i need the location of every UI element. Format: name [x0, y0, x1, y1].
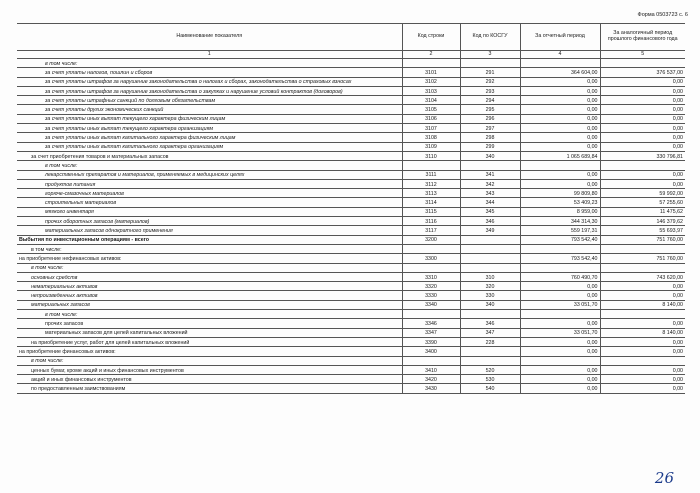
row-current-value-cell: 0,00 [520, 96, 600, 105]
row-current-value-cell [520, 59, 600, 68]
row-kosgu-cell: 530 [460, 375, 520, 384]
row-name-cell: на приобретение финансовых активов: [17, 347, 402, 356]
handwritten-page-number: 26 [654, 469, 674, 487]
table-row [17, 114, 685, 123]
row-line-code-cell [402, 263, 460, 272]
header-current-period: За отчетный период [520, 24, 600, 51]
table-row [17, 105, 685, 114]
row-current-value-cell: 559 197,31 [520, 226, 600, 235]
table-row [17, 375, 685, 384]
row-kosgu-cell: 344 [460, 198, 520, 207]
row-name-cell: нематериальных активов [17, 282, 402, 291]
row-current-value-cell: 0,00 [520, 319, 600, 328]
row-name-cell: горюче-смазочных материалов [17, 189, 402, 198]
table-row [17, 347, 685, 356]
row-prior-value-cell: 0,00 [600, 96, 685, 105]
row-current-value-cell: 0,00 [520, 384, 600, 393]
row-line-code-cell [402, 310, 460, 319]
row-current-value-cell: 760 490,70 [520, 272, 600, 281]
row-kosgu-cell: 345 [460, 207, 520, 216]
row-name-cell: в том числе: [17, 59, 402, 68]
row-name-cell: строительных материалов [17, 198, 402, 207]
row-kosgu-cell: 291 [460, 68, 520, 77]
row-kosgu-cell: 520 [460, 365, 520, 374]
row-kosgu-cell: 540 [460, 384, 520, 393]
table-row [17, 328, 685, 337]
row-current-value-cell: 1 065 689,84 [520, 151, 600, 160]
row-prior-value-cell: 0,00 [600, 133, 685, 142]
row-name-cell: за счет уплаты иных выплат капитального характера физическим лицам [17, 133, 402, 142]
row-kosgu-cell: 292 [460, 77, 520, 86]
column-number: 3 [460, 51, 520, 59]
row-current-value-cell: 99 809,80 [520, 189, 600, 198]
row-name-cell: ценных бумаг, кроме акций и иных финансовых инструментов [17, 365, 402, 374]
row-prior-value-cell [600, 356, 685, 365]
row-current-value-cell: 0,00 [520, 133, 600, 142]
row-kosgu-cell: 310 [460, 272, 520, 281]
table-row [17, 124, 685, 133]
row-prior-value-cell: 743 620,00 [600, 272, 685, 281]
row-name-cell: за счет уплаты иных выплат капитального характера организациям [17, 142, 402, 151]
row-prior-value-cell [600, 161, 685, 170]
row-kosgu-cell: 299 [460, 142, 520, 151]
row-current-value-cell: 793 542,40 [520, 235, 600, 244]
table-row [17, 365, 685, 374]
row-kosgu-cell: 346 [460, 319, 520, 328]
row-line-code-cell: 3115 [402, 207, 460, 216]
row-current-value-cell: 0,00 [520, 124, 600, 133]
row-kosgu-cell [460, 347, 520, 356]
row-name-cell: материальных запасов однократного применения [17, 226, 402, 235]
row-name-cell: прочих запасов [17, 319, 402, 328]
row-prior-value-cell: 8 140,00 [600, 328, 685, 337]
row-line-code-cell: 3116 [402, 217, 460, 226]
row-name-cell: в том числе: [17, 310, 402, 319]
row-kosgu-cell: 295 [460, 105, 520, 114]
table-row [17, 207, 685, 216]
row-line-code-cell: 3104 [402, 96, 460, 105]
row-line-code-cell: 3101 [402, 68, 460, 77]
row-current-value-cell [520, 310, 600, 319]
row-line-code-cell: 3320 [402, 282, 460, 291]
row-kosgu-cell: 297 [460, 124, 520, 133]
table-row [17, 161, 685, 170]
row-prior-value-cell: 0,00 [600, 124, 685, 133]
row-current-value-cell: 53 409,23 [520, 198, 600, 207]
row-name-cell: на приобретение услуг, работ для целей капитальных вложений [17, 337, 402, 346]
table-row [17, 142, 685, 151]
column-number: 2 [402, 51, 460, 59]
row-name-cell: продуктов питания [17, 179, 402, 188]
row-prior-value-cell: 0,00 [600, 375, 685, 384]
row-line-code-cell: 3430 [402, 384, 460, 393]
row-line-code-cell: 3400 [402, 347, 460, 356]
row-prior-value-cell: 0,00 [600, 77, 685, 86]
row-prior-value-cell [600, 244, 685, 253]
row-kosgu-cell: 296 [460, 114, 520, 123]
row-kosgu-cell [460, 244, 520, 253]
row-current-value-cell: 0,00 [520, 105, 600, 114]
row-prior-value-cell: 751 760,00 [600, 254, 685, 263]
row-prior-value-cell: 0,00 [600, 337, 685, 346]
table-row [17, 68, 685, 77]
table-row [17, 151, 685, 160]
row-name-cell: в том числе: [17, 244, 402, 253]
row-kosgu-cell [460, 263, 520, 272]
table-row [17, 263, 685, 272]
column-number: 4 [520, 51, 600, 59]
column-number: 5 [600, 51, 685, 59]
table-row [17, 77, 685, 86]
row-current-value-cell: 8 959,00 [520, 207, 600, 216]
row-kosgu-cell: 228 [460, 337, 520, 346]
row-line-code-cell: 3410 [402, 365, 460, 374]
row-name-cell: материальных запасов для целей капитальных вложений [17, 328, 402, 337]
row-name-cell: мягкого инвентаря [17, 207, 402, 216]
header-kosgu-code: Код по КОСГУ [460, 24, 520, 51]
table-row [17, 272, 685, 281]
row-line-code-cell: 3330 [402, 291, 460, 300]
row-name-cell: непроизведенных активов [17, 291, 402, 300]
row-line-code-cell: 3107 [402, 124, 460, 133]
column-number-row [17, 51, 685, 59]
row-line-code-cell: 3109 [402, 142, 460, 151]
table-row [17, 384, 685, 393]
row-prior-value-cell: 0,00 [600, 105, 685, 114]
row-prior-value-cell: 0,00 [600, 291, 685, 300]
table-row [17, 189, 685, 198]
row-line-code-cell: 3346 [402, 319, 460, 328]
row-prior-value-cell [600, 263, 685, 272]
row-name-cell: материальных запасов [17, 300, 402, 309]
row-name-cell: лекарственных препаратов и материалов, применяемых в медицинских целях [17, 170, 402, 179]
table-row [17, 291, 685, 300]
row-kosgu-cell: 294 [460, 96, 520, 105]
row-line-code-cell: 3390 [402, 337, 460, 346]
table-row [17, 310, 685, 319]
row-prior-value-cell: 0,00 [600, 170, 685, 179]
row-line-code-cell [402, 59, 460, 68]
row-line-code-cell: 3105 [402, 105, 460, 114]
table-row [17, 59, 685, 68]
row-current-value-cell: 0,00 [520, 170, 600, 179]
row-kosgu-cell: 340 [460, 300, 520, 309]
row-name-cell: по предоставленным заимствованиям [17, 384, 402, 393]
row-prior-value-cell: 57 255,60 [600, 198, 685, 207]
row-kosgu-cell [460, 254, 520, 263]
row-name-cell: за счет приобретения товаров и материальных запасов [17, 151, 402, 160]
table-row [17, 254, 685, 263]
row-line-code-cell: 3110 [402, 151, 460, 160]
table-row [17, 170, 685, 179]
row-line-code-cell [402, 356, 460, 365]
row-kosgu-cell: 320 [460, 282, 520, 291]
row-name-cell: в том числе: [17, 263, 402, 272]
table-row [17, 133, 685, 142]
row-kosgu-cell [460, 356, 520, 365]
row-current-value-cell: 0,00 [520, 86, 600, 95]
row-name-cell: Выбытия по инвестиционным операциям - всего [17, 235, 402, 244]
row-current-value-cell: 33 051,70 [520, 300, 600, 309]
row-kosgu-cell: 330 [460, 291, 520, 300]
row-prior-value-cell: 0,00 [600, 282, 685, 291]
row-current-value-cell: 344 314,30 [520, 217, 600, 226]
row-current-value-cell [520, 161, 600, 170]
row-current-value-cell: 0,00 [520, 142, 600, 151]
row-line-code-cell: 3300 [402, 254, 460, 263]
row-name-cell: за счет уплаты налогов, пошлин и сборов [17, 68, 402, 77]
row-prior-value-cell: 376 537,00 [600, 68, 685, 77]
row-line-code-cell: 3103 [402, 86, 460, 95]
row-current-value-cell: 0,00 [520, 365, 600, 374]
row-kosgu-cell [460, 235, 520, 244]
row-kosgu-cell [460, 161, 520, 170]
table-header-row [17, 24, 685, 51]
row-line-code-cell: 3114 [402, 198, 460, 207]
table-row [17, 244, 685, 253]
table-row [17, 86, 685, 95]
row-line-code-cell: 3200 [402, 235, 460, 244]
header-indicator-name: Наименование показателя [17, 24, 402, 51]
row-prior-value-cell: 0,00 [600, 319, 685, 328]
row-kosgu-cell: 346 [460, 217, 520, 226]
row-prior-value-cell: 0,00 [600, 384, 685, 393]
row-name-cell: в том числе: [17, 356, 402, 365]
row-current-value-cell: 0,00 [520, 282, 600, 291]
row-current-value-cell: 33 051,70 [520, 328, 600, 337]
row-line-code-cell: 3111 [402, 170, 460, 179]
row-line-code-cell: 3420 [402, 375, 460, 384]
row-line-code-cell: 3108 [402, 133, 460, 142]
row-current-value-cell [520, 356, 600, 365]
row-prior-value-cell: 0,00 [600, 86, 685, 95]
row-current-value-cell: 0,00 [520, 347, 600, 356]
header-prior-period: За аналогичный период прошлого финансового года [600, 24, 685, 51]
table-row [17, 356, 685, 365]
row-kosgu-cell: 347 [460, 328, 520, 337]
row-kosgu-cell: 342 [460, 179, 520, 188]
row-kosgu-cell: 341 [460, 170, 520, 179]
row-line-code-cell: 3106 [402, 114, 460, 123]
table-row [17, 300, 685, 309]
table-row [17, 337, 685, 346]
table-row [17, 235, 685, 244]
row-prior-value-cell: 0,00 [600, 365, 685, 374]
row-line-code-cell: 3117 [402, 226, 460, 235]
row-kosgu-cell: 298 [460, 133, 520, 142]
row-current-value-cell [520, 244, 600, 253]
row-name-cell: за счет уплаты иных выплат текущего характера организациям [17, 124, 402, 133]
form-code-label: Форма 0503723 с. 6 [637, 12, 688, 18]
row-name-cell: за счет уплаты штрафов за нарушение законодательства о закупках и нарушение условий контрактов (договоров) [17, 86, 402, 95]
row-prior-value-cell: 0,00 [600, 179, 685, 188]
row-current-value-cell: 0,00 [520, 77, 600, 86]
row-name-cell: на приобретение нефинансовых активов: [17, 254, 402, 263]
row-line-code-cell [402, 244, 460, 253]
row-prior-value-cell: 8 140,00 [600, 300, 685, 309]
table-row [17, 179, 685, 188]
table-row [17, 96, 685, 105]
row-prior-value-cell [600, 310, 685, 319]
row-prior-value-cell: 11 475,62 [600, 207, 685, 216]
table-row [17, 282, 685, 291]
row-prior-value-cell: 0,00 [600, 114, 685, 123]
row-name-cell: акций и иных финансовых инструментов [17, 375, 402, 384]
row-current-value-cell: 793 542,40 [520, 254, 600, 263]
row-prior-value-cell: 0,00 [600, 142, 685, 151]
row-name-cell: за счет уплаты других экономических санкций [17, 105, 402, 114]
row-name-cell: основных средств [17, 272, 402, 281]
column-number: 1 [17, 51, 402, 59]
table-row [17, 319, 685, 328]
row-line-code-cell [402, 161, 460, 170]
row-line-code-cell: 3102 [402, 77, 460, 86]
row-kosgu-cell: 349 [460, 226, 520, 235]
row-prior-value-cell: 146 379,62 [600, 217, 685, 226]
row-current-value-cell: 0,00 [520, 337, 600, 346]
row-kosgu-cell [460, 310, 520, 319]
row-prior-value-cell: 751 760,00 [600, 235, 685, 244]
row-prior-value-cell: 0,00 [600, 347, 685, 356]
row-prior-value-cell [600, 59, 685, 68]
cash-flow-table [17, 23, 685, 394]
table-row [17, 226, 685, 235]
row-kosgu-cell: 293 [460, 86, 520, 95]
row-line-code-cell: 3340 [402, 300, 460, 309]
row-prior-value-cell: 55 693,97 [600, 226, 685, 235]
row-current-value-cell: 0,00 [520, 114, 600, 123]
row-current-value-cell: 364 604,00 [520, 68, 600, 77]
row-kosgu-cell: 343 [460, 189, 520, 198]
row-current-value-cell [520, 263, 600, 272]
row-current-value-cell: 0,00 [520, 375, 600, 384]
row-name-cell: за счет уплаты штрафных санкций по долговым обязательствам [17, 96, 402, 105]
row-line-code-cell: 3347 [402, 328, 460, 337]
row-current-value-cell: 0,00 [520, 179, 600, 188]
row-line-code-cell: 3113 [402, 189, 460, 198]
row-current-value-cell: 0,00 [520, 291, 600, 300]
table-row [17, 217, 685, 226]
row-line-code-cell: 3310 [402, 272, 460, 281]
header-line-code: Код строки [402, 24, 460, 51]
row-line-code-cell: 3112 [402, 179, 460, 188]
row-name-cell: за счет уплаты штрафов за нарушение законодательства о налогах и сборах, законодательства о страховых взносах [17, 77, 402, 86]
row-name-cell: за счет уплаты иных выплат текущего характера физическим лицам [17, 114, 402, 123]
row-prior-value-cell: 330 796,81 [600, 151, 685, 160]
table-row [17, 198, 685, 207]
row-kosgu-cell [460, 59, 520, 68]
row-name-cell: прочих оборотных запасов (материалов) [17, 217, 402, 226]
table-body [17, 59, 685, 394]
row-kosgu-cell: 340 [460, 151, 520, 160]
row-prior-value-cell: 59 992,00 [600, 189, 685, 198]
row-name-cell: в том числе: [17, 161, 402, 170]
